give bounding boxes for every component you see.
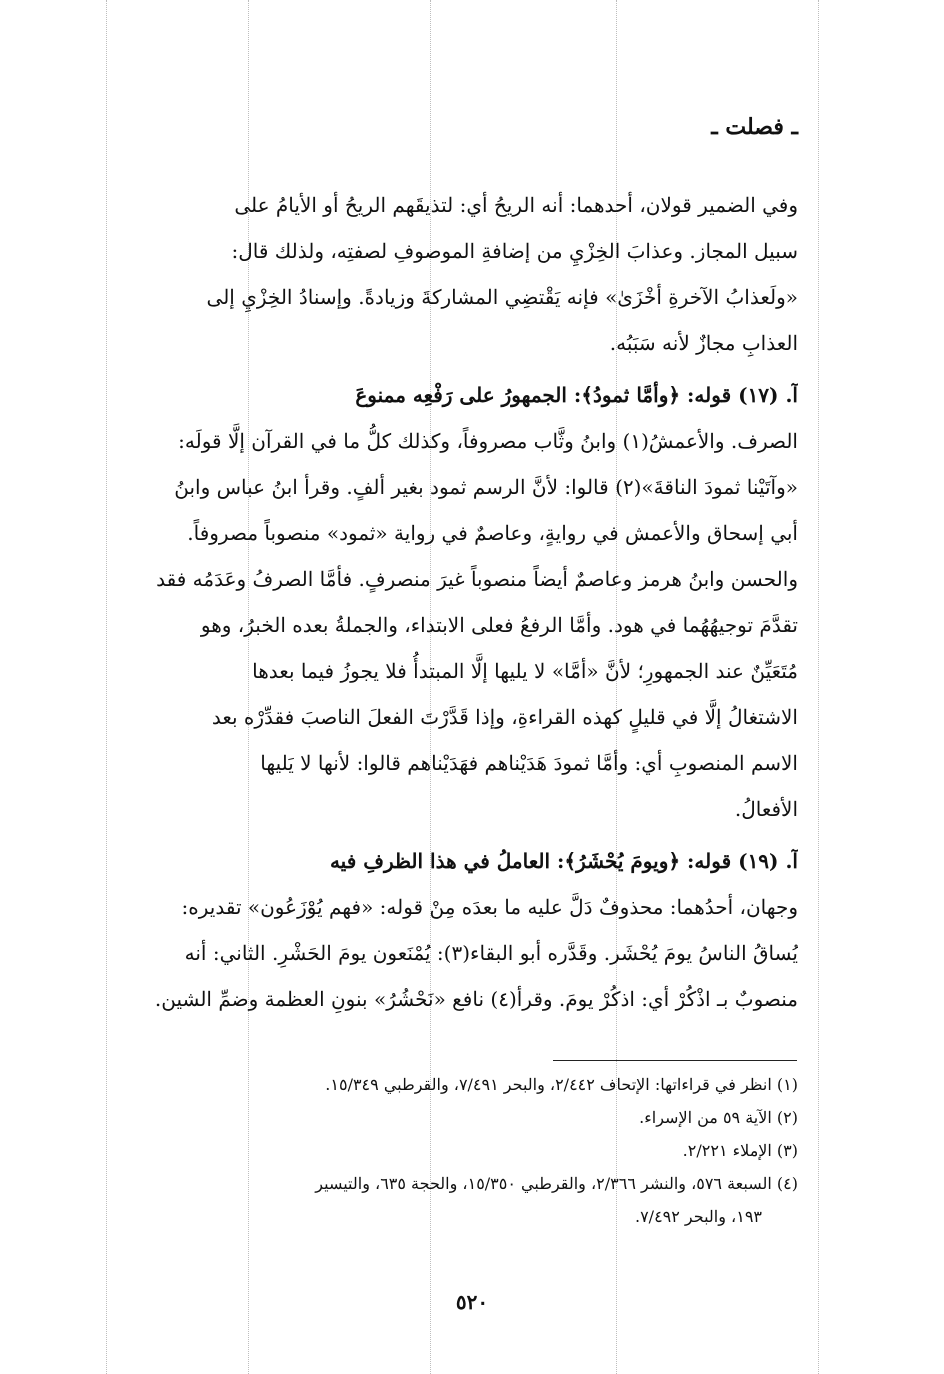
- text-line: مُتَعَيِّنٌ عند الجمهورِ؛ لأنَّ «أمَّا» لا يليها إلَّا المبتدأُ فلا يجوزُ فيما بعدها: [252, 659, 798, 683]
- text-line: والحسن وابنُ هرمز وعاصمٌ أيضاً منصوباً غيرَ منصرفٍ. فأمَّا الصرفُ وعَدَمُه فقد: [156, 567, 798, 591]
- text-line: «وآتَيْنا ثمودَ الناقةَ»(٢) قالوا: لأنَّ الرسم ثمود بغير ألفٍ. وقرأ ابنُ عباس وابنُ: [174, 475, 798, 499]
- footnote-continuation: ١٩٣، والبحر ٧/٤٩٢.: [634, 1207, 762, 1226]
- footnote: (١) انظر في قراءاتها: الإتحاف ٢/٤٤٢، والبحر ٧/٤٩١، والقرطبي ١٥/٣٤٩.: [325, 1075, 798, 1094]
- page-number: ٥٢٠: [455, 1290, 489, 1314]
- main-text: [112, 182, 798, 1022]
- text-line: أبي إسحاق والأعمش في روايةٍ، وعاصمٌ في رواية «ثمود» منصوباً مصروفاً.: [187, 521, 798, 545]
- text-line: «ولَعذابُ الآخرةِ أخْزَىٰ» فإنه يَقْتضِي المشاركةَ وزيادةً. وإسنادُ الخِزْيِ إلى: [206, 285, 798, 309]
- text-line: يُساقُ الناسُ يومَ يُحْشَر. وقَدَّره أبو البقاء(٣): يُمْنَعون يومَ الحَشْرِ. الثاني: أنه: [184, 941, 798, 965]
- text-line: سبيل المجاز. وعذابَ الخِزْيِ من إضافةِ الموصوفِ لصفتِه، ولذلك قال:: [231, 239, 798, 263]
- text-line: منصوبٌ بـ اذْكُرْ أي: اذكُرْ يومَ. وقرأ(٤) نافع «نَحْشُرُ» بنونِ العظمة وضمِّ الشين.: [154, 987, 798, 1011]
- footnote: (٤) السبعة ٥٧٦، والنشر ٢/٣٦٦، والقرطبي ١٥/٣٥٠، والحجة ٦٣٥، والتيسير: [315, 1174, 798, 1193]
- text-line: وجهان، أحدُهما: محذوفٌ دَلَّ عليه ما بعدَه مِنْ قوله: «فهم يُوْزَعُون» تقديره:: [181, 895, 798, 919]
- text-line: العذابِ مجازٌ لأنه سَبَبُه.: [609, 331, 798, 355]
- footnotes: [112, 1068, 798, 1233]
- text-line: الأفعالُ.: [734, 797, 798, 821]
- footnote: (٣) الإملاء ٢/٢٢١.: [682, 1141, 798, 1160]
- verse-heading-line: آ. (١٩) قوله: ﴿ويومَ يُحْشَرُ﴾: العاملُ في هذا الظرفِ فيه: [329, 849, 798, 873]
- footnote: (٢) الآية ٥٩ من الإسراء.: [639, 1108, 798, 1127]
- scan-guide-line: [818, 0, 819, 1374]
- text-line: تقدَّمَ توجيهُهُما في هود. وأمَّا الرفعُ فعلى الابتداء، والجملةُ بعده الخبرُ، وهو: [200, 613, 798, 637]
- text-line: الاسم المنصوبِ أي: وأمَّا ثمودَ هَدَيْناهم فهَدَيْناهم قالوا: لأنها لا يَليها: [260, 751, 798, 775]
- text-line: الاشتغالُ إلَّا في قليلٍ كهذه القراءةِ، وإذا قَدَّرْتَ الفعلَ الناصبَ فقدِّرْه بعد: [211, 705, 798, 729]
- verse-heading-line: آ. (١٧) قوله: ﴿وأمَّا ثمودُ﴾: الجمهورُ على رَفْعِه ممنوعَ: [355, 383, 798, 407]
- text-line: وفي الضمير قولان، أحدهما: أنه الريحُ أي: لتذيقَهم الريحُ أو الأيامُ على: [234, 193, 798, 217]
- scan-guide-line: [106, 0, 107, 1374]
- text-line: الصرف. والأعمشُ(١) وابنُ وثَّاب مصروفاً، وكذلك كلُّ ما في القرآن إلَّا قولَه:: [178, 429, 798, 453]
- footnote-separator: [553, 1060, 797, 1061]
- running-header: ـ فصلت ـ: [711, 114, 798, 140]
